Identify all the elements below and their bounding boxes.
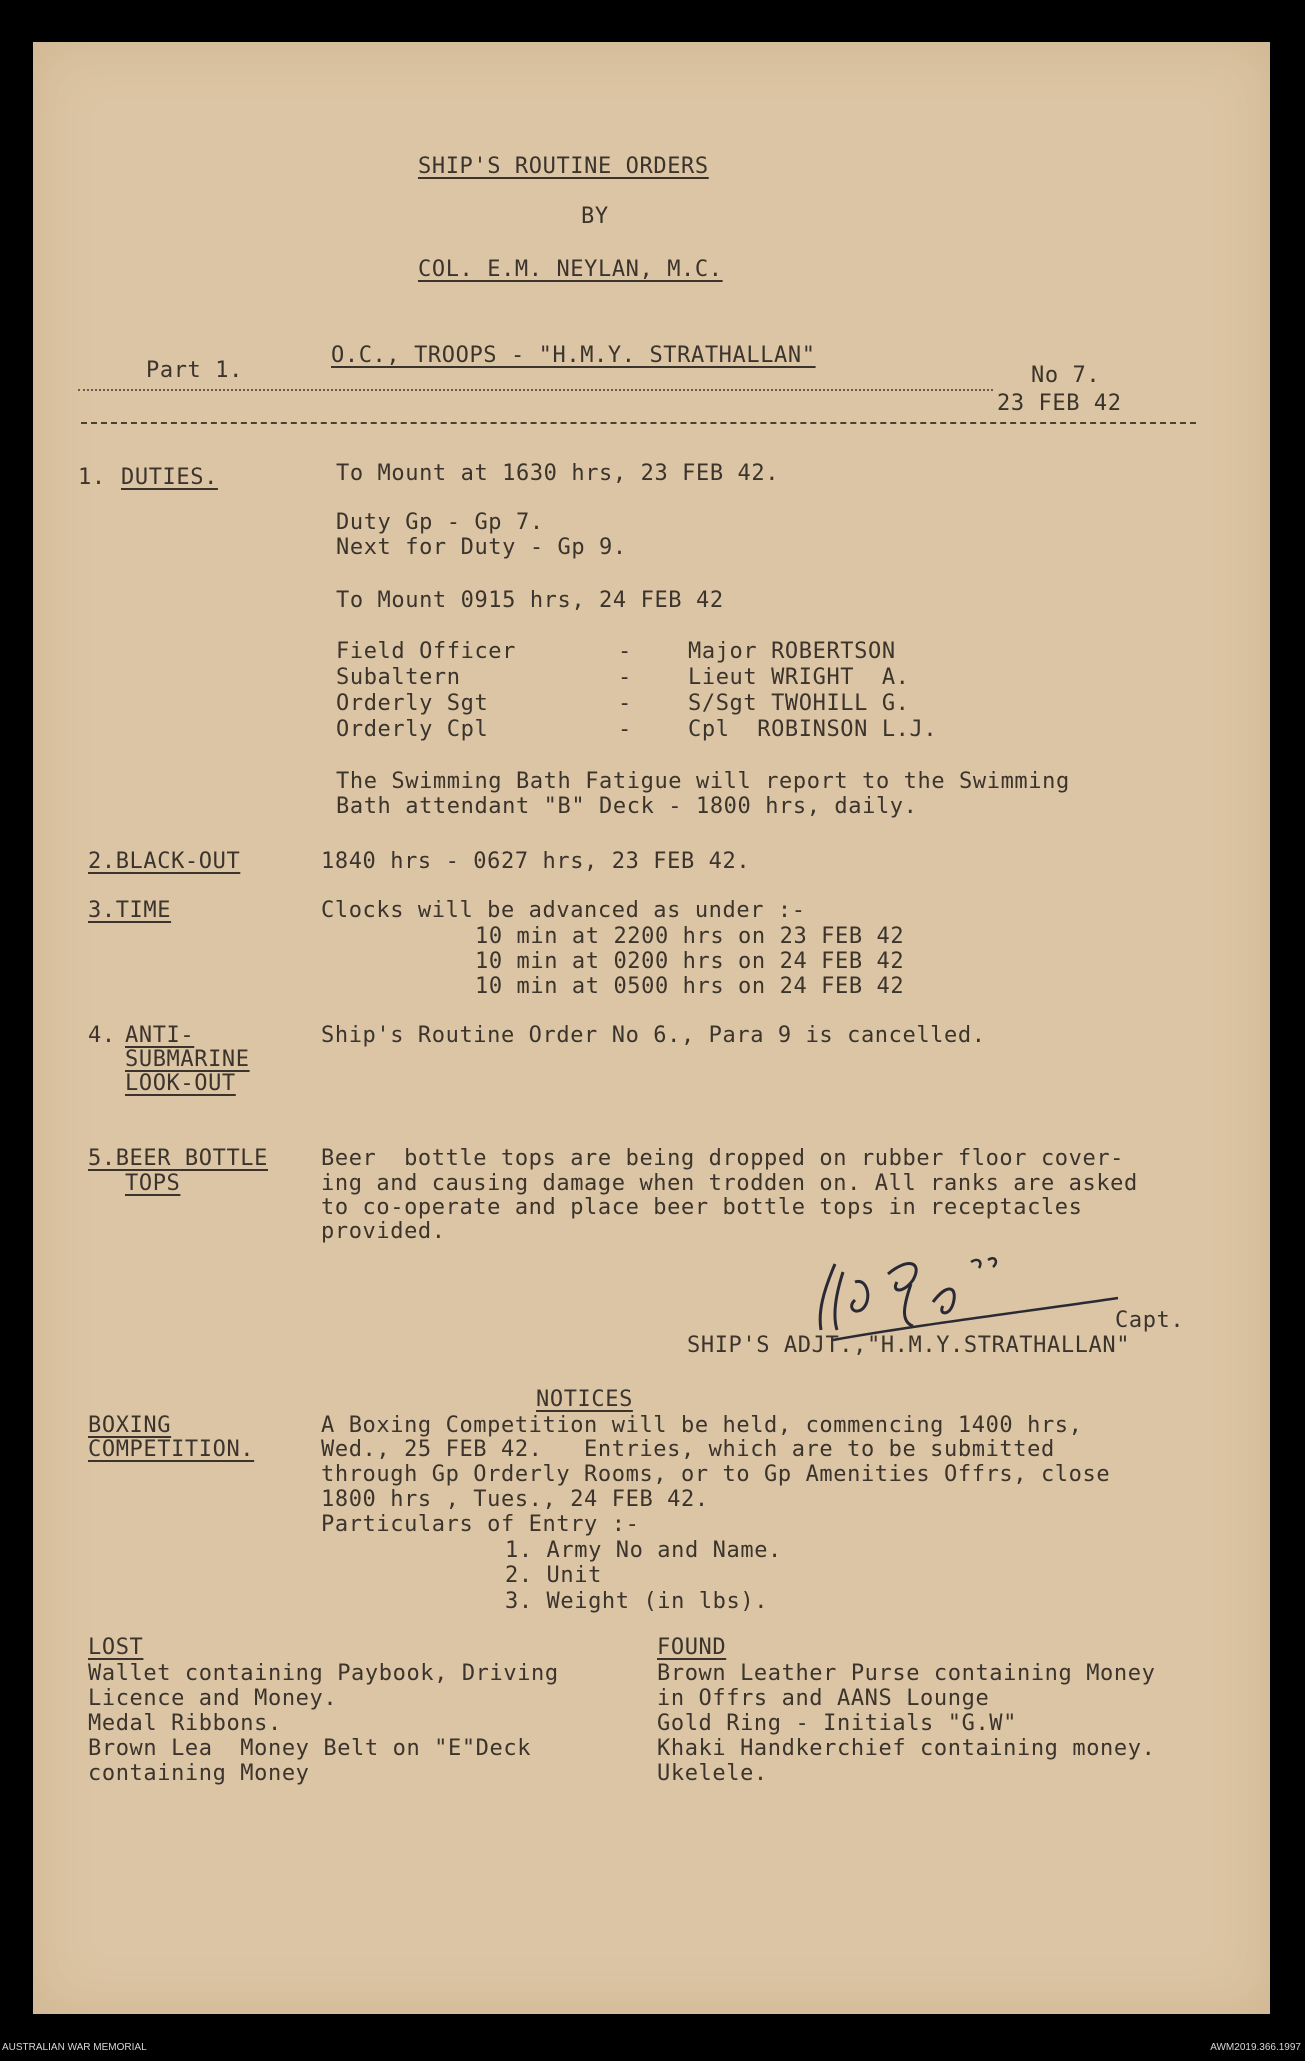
notice-line: 1800 hrs , Tues., 24 FEB 42. <box>321 1487 709 1512</box>
time-heading: 3.TIME <box>88 898 172 923</box>
beer-line: ing and causing damage when trodden on. All ranks are asked <box>321 1171 1138 1196</box>
roster-name: Major ROBERTSON <box>688 639 896 664</box>
document-page <box>33 42 1270 2014</box>
particular-item: 2. Unit <box>505 1563 602 1588</box>
blackout-text: 1840 hrs - 0627 hrs, 23 FEB 42. <box>321 849 751 874</box>
antisub-heading-1: ANTI- <box>125 1023 195 1048</box>
beer-line: Beer bottle tops are being dropped on rubber floor cover- <box>321 1146 1125 1171</box>
beer-line: to co-operate and place beer bottle tops in receptacles <box>321 1195 1083 1220</box>
roster-dash: - <box>618 717 632 742</box>
found-line: Brown Leather Purse containing Money <box>657 1661 1156 1686</box>
duties-duty-gp: Duty Gp - Gp 7. <box>336 510 544 535</box>
found-line: Ukelele. <box>657 1761 768 1786</box>
swim-line-2: Bath attendant "B" Deck - 1800 hrs, daily. <box>336 794 918 819</box>
lost-line: Brown Lea Money Belt on "E"Deck <box>88 1736 532 1761</box>
roster-name: Cpl ROBINSON L.J. <box>688 717 938 742</box>
notice-line: Wed., 25 FEB 42. Entries, which are to be submitted <box>321 1437 1055 1462</box>
duties-num: 1. <box>78 465 120 490</box>
roster-name: Lieut WRIGHT A. <box>688 665 910 690</box>
doc-title: SHIP'S ROUTINE ORDERS <box>418 154 709 179</box>
order-date: 23 FEB 42 <box>997 391 1122 416</box>
notice-line: through Gp Orderly Rooms, or to Gp Amenities Offrs, close <box>321 1462 1111 1487</box>
duties-next-duty: Next for Duty - Gp 9. <box>336 535 627 560</box>
duties-mount-1: To Mount at 1630 hrs, 23 FEB 42. <box>336 461 780 486</box>
lost-line: containing Money <box>88 1761 310 1786</box>
roster-role: Subaltern <box>336 665 461 690</box>
lost-line: Licence and Money. <box>88 1686 338 1711</box>
beer-line: provided. <box>321 1219 446 1244</box>
oc-line: O.C., TROOPS - "H.M.Y. STRATHALLAN" <box>331 343 816 368</box>
particular-item: 3. Weight (in lbs). <box>505 1589 769 1614</box>
time-line: 10 min at 0200 hrs on 24 FEB 42 <box>475 949 905 974</box>
boxing-heading-1: BOXING <box>88 1413 172 1438</box>
antisub-heading-2: SUBMARINE <box>125 1047 250 1072</box>
commander-line: COL. E.M. NEYLAN, M.C. <box>418 257 723 282</box>
time-line: 10 min at 2200 hrs on 23 FEB 42 <box>475 924 905 949</box>
notice-line: Particulars of Entry :- <box>321 1512 640 1537</box>
footer-credit: AUSTRALIAN WAR MEMORIAL <box>2 2042 147 2053</box>
lost-line: Wallet containing Paybook, Driving <box>88 1661 559 1686</box>
roster-name: S/Sgt TWOHILL G. <box>688 691 910 716</box>
roster-dash: - <box>618 665 632 690</box>
lost-line: Medal Ribbons. <box>88 1711 282 1736</box>
dashed-rule <box>81 422 1196 424</box>
found-line: Khaki Handkerchief containing money. <box>657 1736 1156 1761</box>
found-line: Gold Ring - Initials "G.W" <box>657 1711 1017 1736</box>
notices-heading: NOTICES <box>536 1387 633 1412</box>
duties-mount-2: To Mount 0915 hrs, 24 FEB 42 <box>336 588 724 613</box>
by-line: BY <box>581 204 609 229</box>
antisub-text: Ship's Routine Order No 6., Para 9 is cancelled. <box>321 1023 986 1048</box>
time-line: 10 min at 0500 hrs on 24 FEB 42 <box>475 974 905 999</box>
found-line: in Offrs and AANS Lounge <box>657 1686 990 1711</box>
boxing-heading-2: COMPETITION. <box>88 1437 255 1462</box>
roster-dash: - <box>618 639 632 664</box>
notice-line: A Boxing Competition will be held, commencing 1400 hrs, <box>321 1413 1083 1438</box>
lost-heading: LOST <box>88 1635 144 1660</box>
antisub-heading-3: LOOK-OUT <box>125 1071 236 1096</box>
antisub-num: 4. <box>88 1023 116 1048</box>
roster-dash: - <box>618 691 632 716</box>
beer-heading-2: TOPS <box>125 1171 181 1196</box>
duties-heading: DUTIES. <box>121 465 218 490</box>
roster-role: Field Officer <box>336 639 516 664</box>
blackout-heading: 2.BLACK-OUT <box>88 849 241 874</box>
order-number: No 7. <box>1031 363 1101 388</box>
roster-role: Orderly Cpl <box>336 717 489 742</box>
beer-heading-1: 5.BEER BOTTLE <box>88 1146 268 1171</box>
signature-capt: Capt. <box>1115 1308 1185 1333</box>
time-text: Clocks will be advanced as under :- <box>321 898 806 923</box>
dotted-rule <box>78 389 993 391</box>
found-heading: FOUND <box>657 1635 727 1660</box>
footer-catalogue-number: AWM2019.366.1997 <box>1210 2042 1301 2053</box>
roster-role: Orderly Sgt <box>336 691 489 716</box>
swim-line-1: The Swimming Bath Fatigue will report to the Swimming <box>336 769 1070 794</box>
particular-item: 1. Army No and Name. <box>505 1538 782 1563</box>
part-label: Part 1. <box>146 358 243 383</box>
signature-block: SHIP'S ADJT.,"H.M.Y.STRATHALLAN" <box>687 1333 1131 1358</box>
